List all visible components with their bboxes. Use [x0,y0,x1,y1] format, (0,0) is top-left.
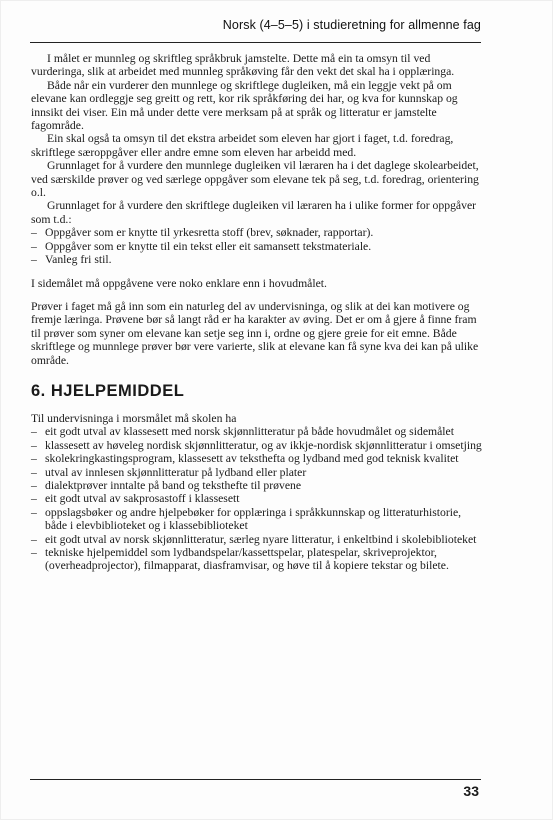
paragraph-assessment-criteria: Både når ein vurderer den munnlege og skriftlege dugleiken, må ein leggje vekt på om elevane kan ordleggje seg greitt og rett, kor rik språkføring dei har, og kva for kunnskap og innsikt dei viser. Ein må under dette vere merksam på at språk og litteratur er jamstelte fagområde. [31,78,458,133]
paragraph-sidemaal: I sidemålet må oppgåvene vere noko enklare enn i hovudmålet. [31,276,327,290]
list-item: – klassesett av høveleg nordisk skjønnlitteratur, og av ikkje-nordisk skjønnlitteratur i omsetjing [31,439,483,452]
section-heading: 6. HJELPEMIDDEL [31,381,185,400]
paragraph-written-basis: Grunnlaget for å vurdere den skriftlege dugleiken vil læraren ha i ulike former for oppgåver som t.d.: [31,199,477,226]
paragraph-oral-basis: Grunnlaget for å vurdere den munnlege dugleiken vil læraren ha i det daglege skolearbeidet, ved særskilde prøver og ved særlege oppgåver som elevane tek på seg, t.d. foredrag, orientering o.l. [31,159,479,200]
list-item: – oppslagsbøker og andre hjelpebøker for opplæringa i språkkunnskap og litteraturhistorie, både i elevbiblioteket og i klassebiblioteket [31,506,483,533]
list-item: – Oppgåver som er knytte til ein tekst eller eit samansett tekstmateriale. [31,240,483,253]
list-item: – Oppgåver som er knytte til yrkesretta stoff (brev, søknader, rapportar). [31,226,483,239]
list-item: – dialektprøver inntalte på band og teksthefte til prøvene [31,479,483,492]
running-header: Norsk (4–5–5) i studieretning for allmenne fag [222,18,481,32]
list-item: – tekniske hjelpemiddel som lydbandspelar/kassettspelar, platespelar, skriveprojektor, (overheadprojector), filmapparat, diasframvisar, og høve til å kopiere tekstar og bilete. [31,546,483,573]
header-rule [30,42,481,43]
list-item: – skolekringkastingsprogram, klassesett av teksthefta og lydband med god teknisk kvalitet [31,452,483,465]
paragraph-assessment-intro: I målet er munnleg og skriftleg språkbruk jamstelte. Dette må ein ta omsyn til ved vurderinga, slik at arbeidet med munnleg språkøving får den vekt det skal ha i opplæringa. [31,52,455,79]
task-list [31,226,483,266]
footer-rule [30,779,481,780]
list-item: – utval av innlesen skjønnlitteratur på lydband eller plater [31,466,483,479]
resource-list [31,425,483,572]
page-number: 33 [463,783,479,799]
page-body [31,52,483,573]
list-item: – eit godt utval av sakprosastoff i klassesett [31,492,483,505]
paragraph-tests: Prøver i faget må gå inn som ein naturleg del av undervisninga, og slik at dei kan motivere og fremje læringa. Prøvene bør så langt råd er ha karakter av øving. Det er om å gjere å finne fram til prøver som syner om elevane kan setje seg inn i, ordne og gjere greie for eit emne. Både skriftlege og munnlege prøver bør vere varierte, slik at elevane kan få syne kva dei kan på ulike område. [31,299,479,367]
list-item: – eit godt utval av norsk skjønnlitteratur, særleg nyare litteratur, i enkeltbind i skolebiblioteket [31,533,483,546]
list-item: – eit godt utval av klassesett med norsk skjønnlitteratur på både hovudmålet og sidemålet [31,425,483,438]
paragraph-extra-work: Ein skal også ta omsyn til det ekstra arbeidet som eleven har gjort i faget, t.d. foredrag, skriftlege særoppgåver eller andre emne som eleven har arbeidd med. [31,132,454,159]
section-intro: Til undervisninga i morsmålet må skolen ha [31,411,237,425]
list-item: – Vanleg fri stil. [31,253,483,266]
